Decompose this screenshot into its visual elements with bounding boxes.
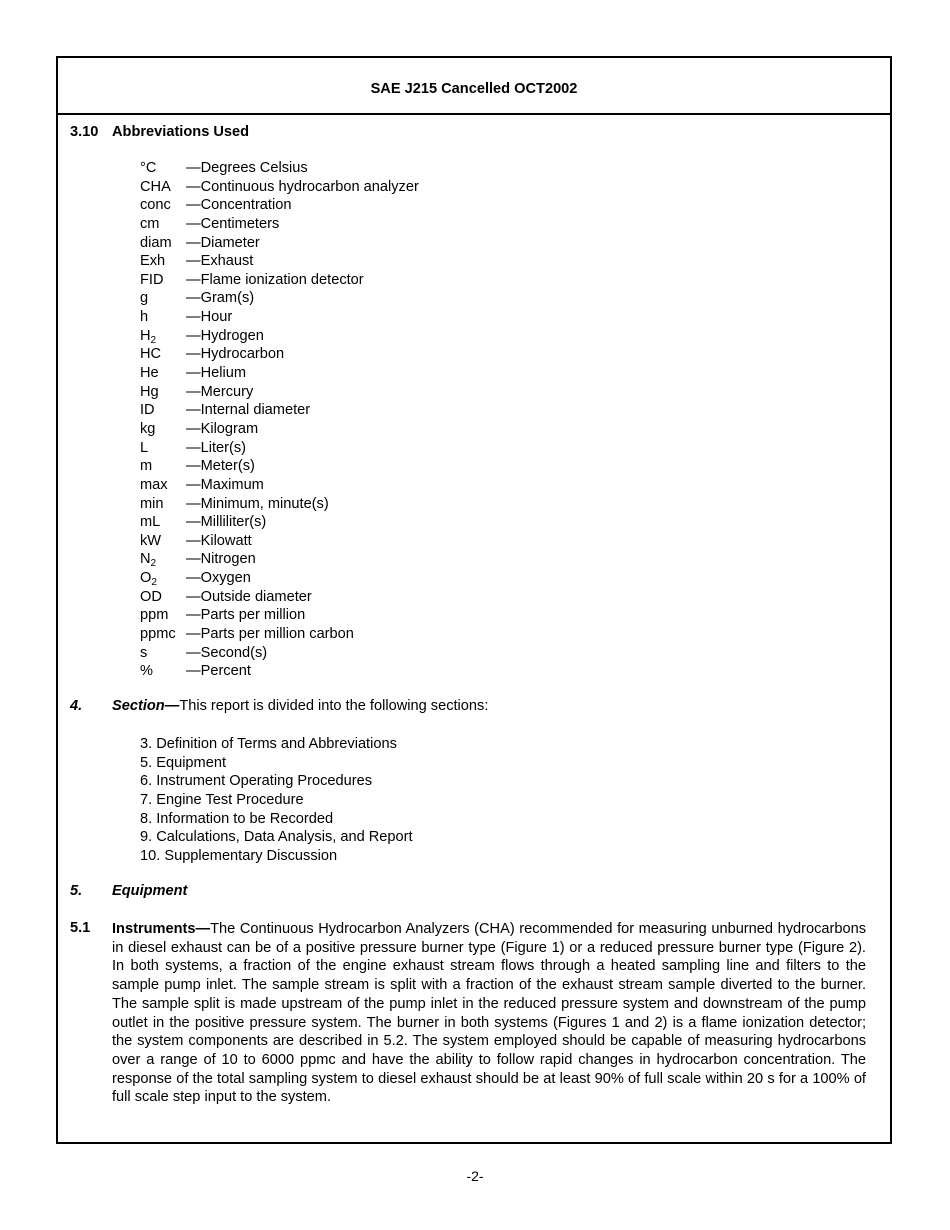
abbreviation-description: —Concentration	[186, 197, 292, 214]
abbreviation-description: —Hour	[186, 309, 233, 326]
abbreviation-description: —Nitrogen	[186, 551, 256, 568]
abbreviation-description: —Hydrogen	[186, 327, 264, 344]
abbreviation-item	[140, 606, 419, 625]
abbreviation-description: —Degrees Celsius	[186, 160, 308, 176]
abbreviation-key: He	[140, 365, 159, 382]
abbreviation-key: OD	[140, 588, 162, 605]
abbreviation-key: ID	[140, 402, 155, 419]
abbreviation-item	[140, 383, 419, 402]
abbreviation-description: —Liter(s)	[186, 439, 246, 456]
abbreviation-key: HC	[140, 346, 162, 363]
abbreviation-key: $O_2$	[140, 570, 157, 589]
abbreviation-key: Exh	[140, 253, 166, 270]
section-text: This report is divided into the following sections:	[179, 698, 489, 714]
abbreviation-item	[140, 550, 419, 569]
abbreviation-description: —Mercury	[186, 383, 254, 400]
section-text: The Continuous Hydrocarbon Analyzers (CHA) recommended for measuring unburned hydrocarbons in diesel exhaust can be of a positive pressure burner type (Figure 1) or a reduced pressure burner type (Figure 2). In both systems, a fraction of the engine exhaust stream flows through a heated sampling line and filters to the sample pump inlet. The sample stream is split with a fraction of the exhaust stream sample diverted to the burner. The sample split is made upstream of the pump inlet in the reduced pressure system and downstream of the pump outlet in the positive pressure system. The burner in both systems (Figures 1 and 2) is a flame ionization detector; the system components are described in 5.2. The system employed should be capable of measuring hydrocarbons over a range of 10 to 6000 ppmc and have the ability to follow rapid changes in hydrocarbon concentration. The response of the total sampling system to diesel exhaust should be at least 90% of full scale within 20 s for a 100% of full scale step input to the system.	[112, 921, 866, 1106]
abbreviation-description: —Kilowatt	[186, 532, 252, 549]
abbreviation-description: —Internal diameter	[186, 402, 311, 419]
abbreviation-key: Hg	[140, 383, 159, 400]
page-frame	[56, 56, 892, 1144]
abbreviation-key: $N_2$	[140, 551, 157, 570]
abbreviation-key: s	[140, 644, 148, 661]
section-list-item: 6. Instrument Operating Procedures	[140, 773, 372, 790]
abbreviation-item	[140, 439, 419, 458]
abbreviation-key: conc	[140, 197, 171, 214]
section-list-item: 10. Supplementary Discussion	[140, 847, 338, 864]
abbreviation-description: —Minimum, minute(s)	[186, 495, 329, 512]
abbreviation-key: L	[140, 439, 149, 456]
section-number: 4.	[70, 698, 83, 714]
section-5-1-paragraph	[70, 920, 866, 1107]
abbreviation-key: °C	[140, 160, 157, 176]
subscript: 2	[150, 558, 157, 570]
section-list-item: 7. Engine Test Procedure	[140, 791, 304, 808]
abbreviation-item	[140, 159, 419, 178]
abbreviation-item	[140, 234, 419, 253]
abbreviation-item	[140, 289, 419, 308]
abbreviation-description: —Second(s)	[186, 644, 268, 661]
abbreviation-description: —Percent	[186, 663, 251, 680]
abbreviation-key: kW	[140, 532, 162, 549]
abbreviation-item	[140, 644, 419, 663]
abbreviation-item	[140, 401, 419, 420]
section-title: Abbreviations Used	[112, 124, 250, 140]
section-3-10-heading	[70, 124, 249, 140]
page-number: -2-	[466, 1168, 484, 1184]
abbreviation-key: ppm	[140, 607, 169, 624]
abbreviation-item	[140, 271, 419, 290]
abbreviation-description: —Outside diameter	[186, 588, 312, 605]
abbreviation-key: ppmc	[140, 626, 176, 643]
abbreviation-item	[140, 252, 419, 271]
abbreviation-description: —Parts per million carbon	[186, 626, 354, 643]
abbreviation-item	[140, 364, 419, 383]
abbreviation-item	[140, 327, 419, 346]
abbreviation-key: m	[140, 458, 153, 475]
abbreviation-key: diam	[140, 234, 172, 251]
section-list-item: 8. Information to be Recorded	[140, 810, 334, 827]
document-header: SAE J215 Cancelled OCT2002	[58, 58, 890, 115]
abbreviation-description: —Helium	[186, 365, 247, 382]
abbreviation-description: —Oxygen	[186, 570, 251, 587]
abbreviation-item	[140, 178, 419, 197]
abbreviation-item	[140, 196, 419, 215]
abbreviation-key: CHA	[140, 178, 171, 195]
section-body	[112, 920, 866, 1107]
section-list-item: 5. Equipment	[140, 754, 226, 771]
abbreviation-item	[140, 662, 419, 681]
section-title: Equipment	[112, 883, 188, 899]
subscript: 2	[150, 334, 157, 346]
abbreviation-description: —Meter(s)	[186, 458, 255, 475]
abbreviation-key: min	[140, 495, 164, 512]
sections-list	[140, 735, 413, 865]
section-title: Instruments—	[112, 921, 211, 937]
section-number: 3.10	[70, 124, 99, 140]
abbreviation-item	[140, 420, 419, 439]
abbreviation-item	[140, 215, 419, 234]
abbreviation-item	[140, 345, 419, 364]
abbreviation-description: —Hydrocarbon	[186, 346, 285, 363]
abbreviation-description: —Gram(s)	[186, 290, 255, 307]
abbreviations-list	[140, 159, 419, 681]
abbreviation-key: g	[140, 290, 149, 307]
abbreviation-description: —Milliliter(s)	[186, 514, 267, 531]
abbreviation-key: FID	[140, 271, 164, 288]
abbreviation-item	[140, 457, 419, 476]
section-title: Section—	[112, 698, 180, 714]
abbreviation-item	[140, 495, 419, 514]
abbreviation-description: —Centimeters	[186, 215, 280, 232]
abbreviation-item	[140, 513, 419, 532]
subscript: 2	[151, 577, 157, 589]
abbreviation-description: —Flame ionization detector	[186, 271, 364, 288]
abbreviation-key: cm	[140, 215, 160, 232]
abbreviation-item	[140, 569, 419, 588]
section-number: 5.	[70, 883, 83, 899]
abbreviation-key: max	[140, 476, 168, 493]
abbreviation-key: %	[140, 663, 153, 680]
abbreviation-key: h	[140, 309, 149, 326]
abbreviation-description: —Diameter	[186, 234, 260, 251]
abbreviation-description: —Kilogram	[186, 420, 259, 437]
section-5-heading	[70, 883, 187, 899]
section-list-item: 9. Calculations, Data Analysis, and Report	[140, 829, 413, 846]
section-number: 5.1	[70, 920, 91, 936]
abbreviation-item	[140, 532, 419, 551]
abbreviation-description: —Exhaust	[186, 253, 254, 270]
abbreviation-item	[140, 588, 419, 607]
abbreviation-description: —Parts per million	[186, 607, 306, 624]
abbreviation-description: —Maximum	[186, 476, 264, 493]
abbreviation-key: kg	[140, 420, 156, 437]
section-4-paragraph	[70, 698, 488, 714]
abbreviation-item	[140, 308, 419, 327]
section-list-item: 3. Definition of Terms and Abbreviations	[140, 736, 397, 752]
abbreviation-key: mL	[140, 514, 161, 531]
abbreviation-item	[140, 625, 419, 644]
abbreviation-item	[140, 476, 419, 495]
abbreviation-key: $H_2$	[140, 327, 157, 346]
abbreviation-description: —Continuous hydrocarbon analyzer	[186, 178, 419, 195]
